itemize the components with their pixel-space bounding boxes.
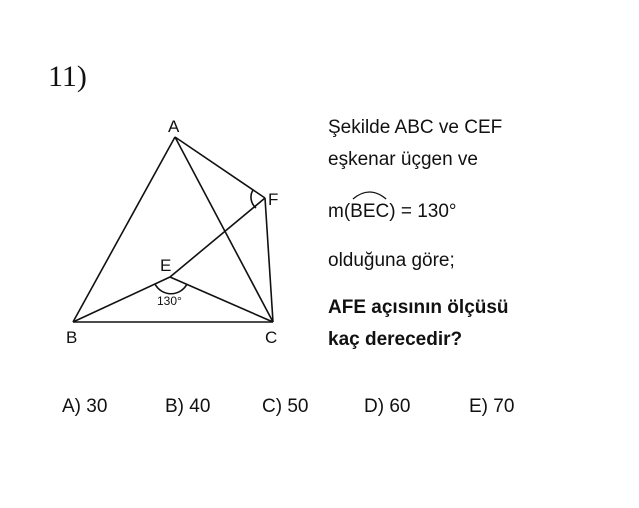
choice-d[interactable]: D) 60 bbox=[364, 396, 411, 417]
choice-b[interactable]: B) 40 bbox=[165, 396, 211, 417]
choice-e[interactable]: E) 70 bbox=[469, 396, 515, 417]
segment-be bbox=[73, 277, 170, 322]
text-line-2: eşkenar üçgen ve bbox=[328, 149, 478, 170]
measure-prefix: m( bbox=[328, 201, 351, 222]
segment-fc bbox=[265, 198, 273, 322]
vertex-label-c: C bbox=[265, 328, 278, 347]
vertex-label-a: A bbox=[168, 117, 180, 136]
answer-choices bbox=[62, 396, 622, 424]
text-line-4: olduğuna göre; bbox=[328, 250, 455, 271]
angle-arc-bec bbox=[155, 284, 187, 294]
segment-af bbox=[175, 137, 265, 198]
measure-suffix: ) = 130° bbox=[389, 201, 457, 222]
measure-angle-text: BEC bbox=[350, 201, 390, 222]
choice-c[interactable]: C) 50 bbox=[262, 396, 309, 417]
vertex-label-b: B bbox=[66, 328, 78, 347]
question-prompt-line-1: AFE açısının ölçüsü bbox=[328, 297, 509, 318]
segment-ac bbox=[175, 137, 273, 322]
segment-ef bbox=[170, 198, 265, 277]
segment-ec bbox=[170, 277, 273, 322]
hat-arc-icon bbox=[350, 187, 389, 201]
question-number: 11) bbox=[48, 60, 87, 93]
question-prompt-line-2: kaç derecedir? bbox=[328, 329, 463, 350]
angle-measure-line bbox=[328, 200, 457, 224]
choice-a[interactable]: A) 30 bbox=[62, 396, 108, 417]
text-line-1: Şekilde ABC ve CEF bbox=[328, 117, 503, 138]
vertex-label-f: F bbox=[268, 190, 279, 209]
measure-angle bbox=[350, 200, 389, 224]
angle-label-bec: 130° bbox=[157, 294, 182, 308]
vertex-label-e: E bbox=[160, 256, 172, 275]
